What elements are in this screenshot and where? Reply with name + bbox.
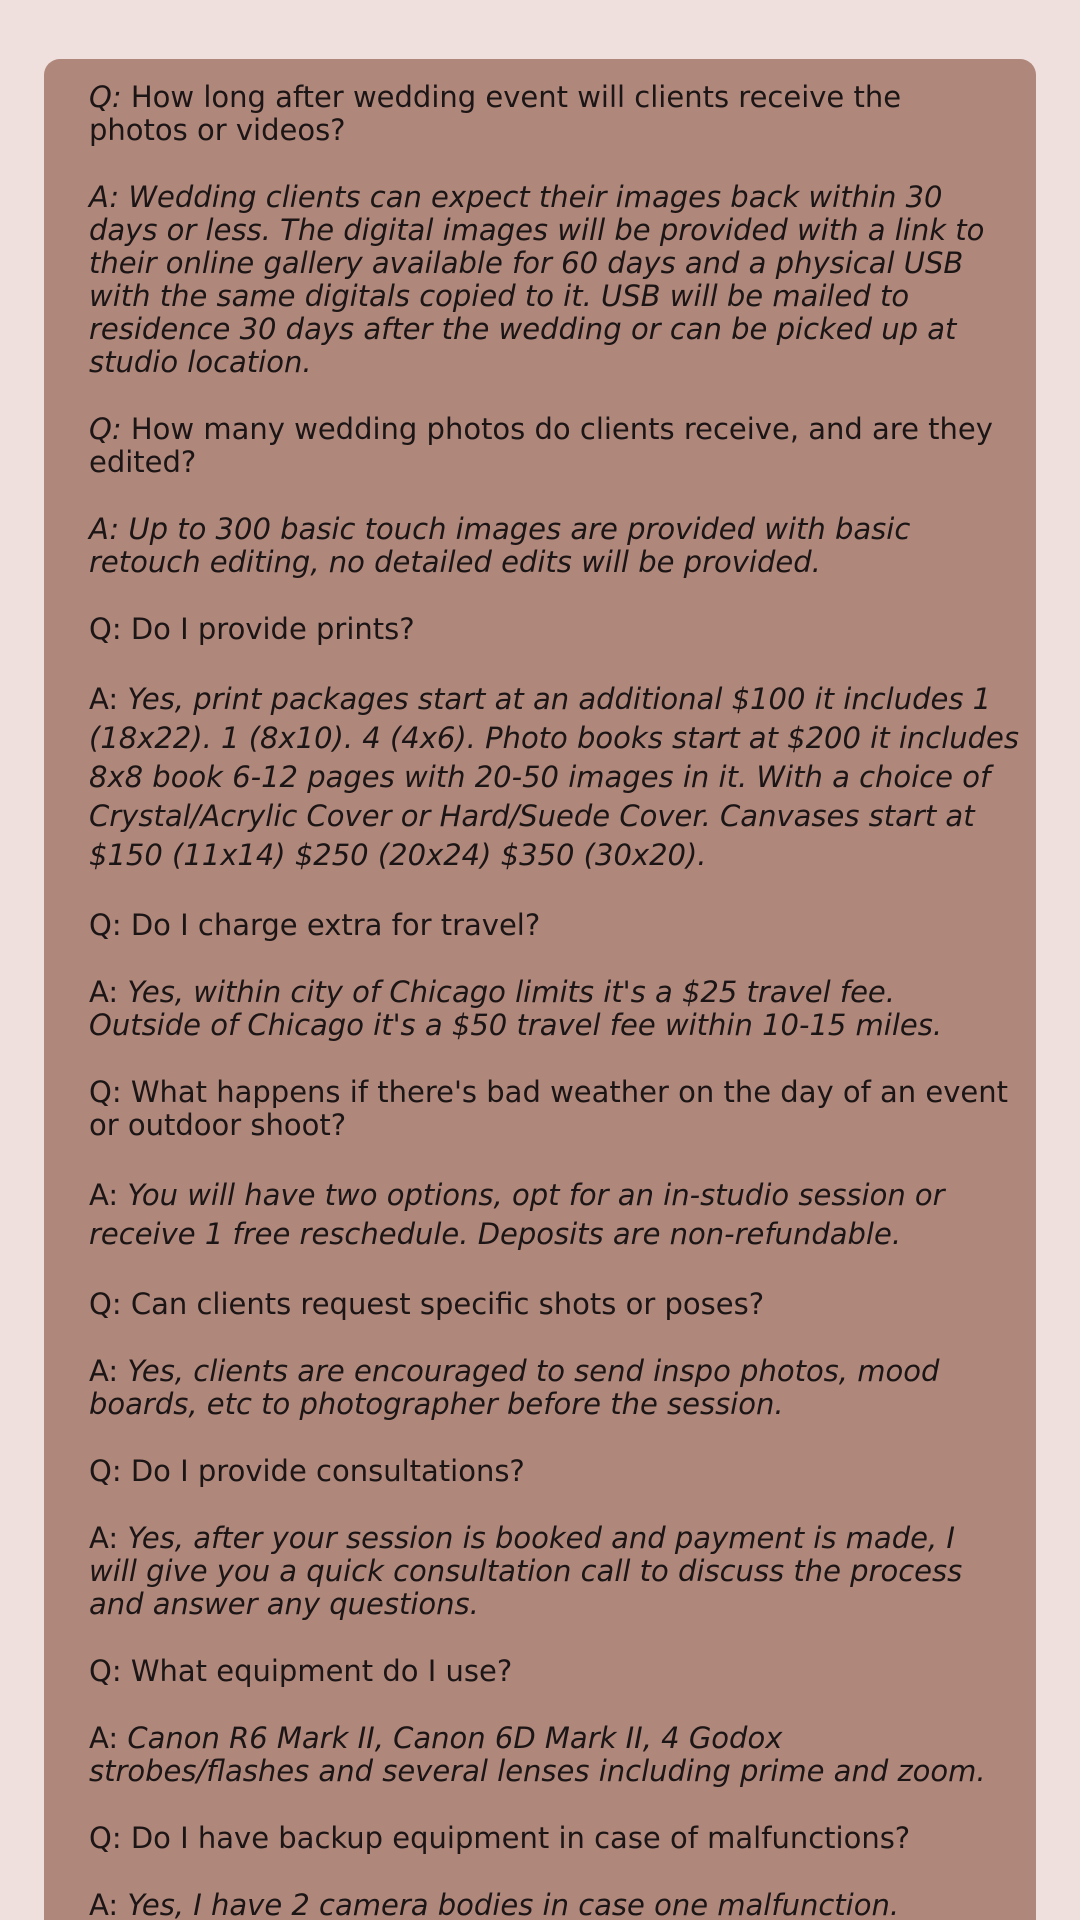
- faq-item: [89, 1822, 1036, 1920]
- faq-item: [89, 1655, 1036, 1788]
- faq-question: [89, 81, 1036, 147]
- faq-answer: [89, 1176, 1036, 1254]
- question-text: How many wedding photos do clients receive, and are they edited?: [89, 412, 993, 479]
- question-text: Do I provide consultations?: [121, 1454, 525, 1488]
- faq-question: [89, 909, 1036, 942]
- question-prefix: Q:: [89, 908, 122, 942]
- answer-prefix: A:: [89, 180, 120, 214]
- answer-text: Wedding clients can expect their images back within 30 days or less. The digital images will be provided with a link to their online gallery available for 60 days and a physical USB with the same digitals copied to it. USB will be mailed to residence 30 days after the wedding or can be picked up at studio location.: [89, 180, 985, 379]
- answer-prefix: A:: [89, 1888, 119, 1920]
- faq-answer: [89, 1522, 1036, 1621]
- faq-item: [89, 613, 1036, 875]
- answer-prefix: A:: [89, 682, 119, 716]
- answer-prefix: A:: [89, 1721, 119, 1755]
- faq-item: [89, 1076, 1036, 1254]
- question-text: Do I provide prints?: [121, 612, 415, 646]
- answer-text: Yes, I have 2 camera bodies in case one malfunction.: [118, 1888, 900, 1920]
- answer-text: Yes, after your session is booked and payment is made, I will give you a quick consultation call to discuss the process and answer any questions.: [89, 1521, 963, 1621]
- faq-card: [44, 59, 1036, 1920]
- faq-answer: [89, 976, 1036, 1042]
- faq-item: [89, 1288, 1036, 1421]
- faq-question: [89, 1822, 1036, 1855]
- question-prefix: Q:: [89, 1454, 122, 1488]
- faq-question: [89, 1455, 1036, 1488]
- faq-item: [89, 413, 1036, 579]
- faq-answer: [89, 680, 1036, 875]
- answer-text: You will have two options, opt for an in-studio session or receive 1 free reschedule. Deposits are non-refundable.: [89, 1178, 945, 1251]
- faq-answer: [89, 1722, 1036, 1788]
- answer-prefix: A:: [89, 975, 119, 1009]
- question-text: Do I charge extra for travel?: [121, 908, 541, 942]
- question-prefix: Q:: [89, 1654, 122, 1688]
- faq-question: [89, 1076, 1036, 1142]
- question-prefix: Q:: [89, 612, 122, 646]
- question-prefix: Q:: [89, 1075, 122, 1109]
- answer-prefix: A:: [89, 1178, 119, 1212]
- question-text: What happens if there's bad weather on the day of an event or outdoor shoot?: [89, 1075, 1008, 1142]
- faq-question: [89, 1655, 1036, 1688]
- question-prefix: Q:: [89, 412, 122, 446]
- question-text: Can clients request specific shots or poses?: [121, 1287, 765, 1321]
- answer-prefix: A:: [89, 512, 120, 546]
- faq-question: [89, 413, 1036, 479]
- question-text: What equipment do I use?: [121, 1654, 513, 1688]
- answer-text: Yes, within city of Chicago limits it's a $25 travel fee. Outside of Chicago it's a $50 travel fee within 10-15 miles.: [89, 975, 943, 1042]
- faq-item: [89, 81, 1036, 379]
- answer-text: Up to 300 basic touch images are provided with basic retouch editing, no detailed edits will be provided.: [89, 512, 911, 579]
- answer-text: Canon R6 Mark II, Canon 6D Mark II, 4 Godox strobes/flashes and several lenses including prime and zoom.: [89, 1721, 986, 1788]
- faq-question: [89, 613, 1036, 646]
- faq-answer: [89, 181, 1036, 379]
- faq-item: [89, 1455, 1036, 1621]
- answer-text: Yes, clients are encouraged to send inspo photos, mood boards, etc to photographer before the session.: [89, 1354, 940, 1421]
- faq-list: [89, 81, 1036, 1920]
- faq-question: [89, 1288, 1036, 1321]
- question-prefix: Q:: [89, 1287, 122, 1321]
- answer-prefix: A:: [89, 1521, 119, 1555]
- faq-answer: [89, 1355, 1036, 1421]
- faq-answer: [89, 1889, 1036, 1920]
- faq-item: [89, 909, 1036, 1042]
- question-text: How long after wedding event will clients receive the photos or videos?: [89, 80, 902, 147]
- faq-answer: [89, 513, 1036, 579]
- question-text: Do I have backup equipment in case of malfunctions?: [121, 1821, 911, 1855]
- answer-prefix: A:: [89, 1354, 119, 1388]
- question-prefix: Q:: [89, 80, 122, 114]
- question-prefix: Q:: [89, 1821, 122, 1855]
- answer-text: Yes, print packages start at an additional $100 it includes 1 (18x22). 1 (8x10). 4 (4x6). Photo books start at $200 it includes 8x8 book 6-12 pages with 20-50 images in it. With a choice of Crystal/Acrylic Cover or Hard/Suede Cover. Canvases start at $150 (11x14) $250 (20x24) $350 (30x20).: [89, 682, 1019, 872]
